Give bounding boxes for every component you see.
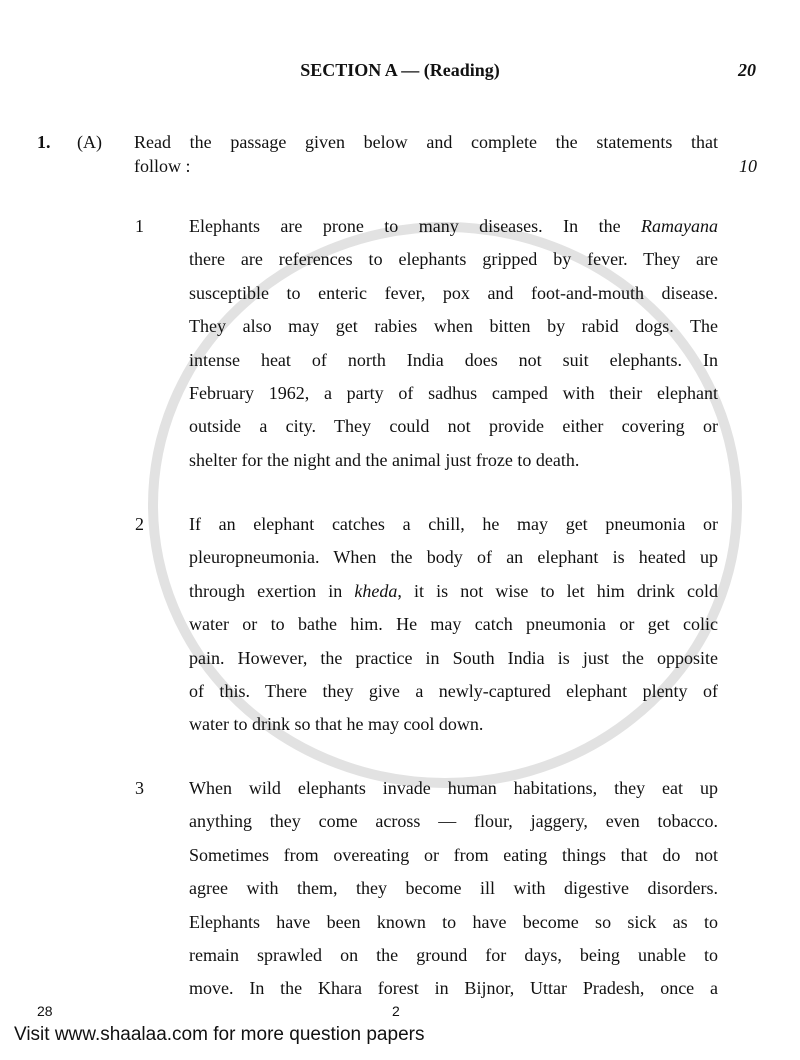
passage-line bbox=[189, 216, 718, 237]
paragraph-number: 3 bbox=[135, 778, 144, 798]
text-segment: , it is not wise to let him drink cold bbox=[397, 580, 718, 601]
text-segment: February 1962, a party of sadhus camped with their elephant bbox=[189, 383, 718, 403]
text-segment: When wild elephants invade human habitations, they eat up bbox=[189, 778, 718, 798]
text-segment: anything they come across — flour, jaggery, even tobacco. bbox=[189, 811, 718, 832]
text-segment: of this. There they give a newly-captured elephant plenty of bbox=[189, 681, 718, 701]
passage-line bbox=[189, 249, 718, 270]
passage-line bbox=[189, 681, 718, 702]
passage-line bbox=[189, 383, 718, 404]
question-marks: 10 bbox=[739, 156, 757, 176]
passage-line bbox=[189, 283, 718, 304]
text-segment: If an elephant catches a chill, he may get pneumonia or bbox=[189, 514, 718, 534]
page-code: 28 bbox=[37, 1003, 53, 1019]
section-title: SECTION A — (Reading) bbox=[300, 60, 500, 80]
text-segment: susceptible to enteric fever, pox and foot-and-mouth disease. bbox=[189, 282, 718, 303]
text-segment: pleuropneumonia. When the body of an elephant is heated up bbox=[189, 547, 718, 568]
question-number: 1. bbox=[37, 132, 51, 152]
passage-line bbox=[189, 450, 718, 471]
page-number: 2 bbox=[392, 1003, 400, 1019]
paragraph-number: 1 bbox=[135, 216, 144, 236]
passage-line bbox=[189, 878, 718, 899]
section-marks: 20 bbox=[738, 60, 756, 80]
passage-line bbox=[189, 514, 718, 535]
passage-line bbox=[189, 614, 718, 635]
text-segment: through exertion in bbox=[189, 580, 355, 601]
passage-line bbox=[189, 581, 718, 602]
text-segment: They also may get rabies when bitten by rabid dogs. The bbox=[189, 316, 718, 337]
passage-line bbox=[189, 416, 718, 437]
text-segment: outside a city. They could not provide either covering or bbox=[189, 416, 718, 437]
text-segment: water or to bathe him. He may catch pneumonia or get colic bbox=[189, 614, 718, 635]
passage-line bbox=[189, 811, 718, 832]
text-segment: there are references to elephants gripped by fever. They are bbox=[189, 249, 718, 270]
text-segment: move. In the Khara forest in Bijnor, Uttar Pradesh, once a bbox=[189, 978, 718, 999]
text-segment: water to drink so that he may cool down. bbox=[189, 714, 484, 735]
passage-line bbox=[189, 978, 718, 999]
paragraph-number: 2 bbox=[135, 514, 144, 534]
passage-line bbox=[189, 547, 718, 568]
italic-term: kheda bbox=[354, 580, 398, 601]
text-segment: remain sprawled on the ground for days, being unable to bbox=[189, 945, 718, 965]
instruction-line: Read the passage given below and complete the statements that bbox=[134, 132, 718, 152]
text-segment: shelter for the night and the animal just froze to death. bbox=[189, 449, 580, 470]
text-segment: Sometimes from overeating or from eating things that do not bbox=[189, 844, 718, 865]
passage-line bbox=[189, 845, 718, 866]
passage-line bbox=[189, 316, 718, 337]
passage-line bbox=[189, 945, 718, 966]
text-segment: agree with them, they become ill with digestive disorders. bbox=[189, 878, 718, 899]
question-part: (A) bbox=[77, 132, 102, 152]
passage-line bbox=[189, 778, 718, 799]
footer-promo-link[interactable]: Visit www.shaalaa.com for more question papers bbox=[14, 1024, 425, 1045]
text-segment: pain. However, the practice in South India is just the opposite bbox=[189, 647, 718, 668]
text-segment: Elephants have been known to have become so sick as to bbox=[189, 911, 718, 932]
passage-line bbox=[189, 350, 718, 371]
passage-line bbox=[189, 912, 718, 933]
text-segment: intense heat of north India does not suit elephants. In bbox=[189, 349, 718, 370]
passage-line bbox=[189, 714, 718, 735]
instruction-line: follow : bbox=[134, 156, 191, 176]
passage-line bbox=[189, 648, 718, 669]
italic-term: Ramayana bbox=[641, 216, 718, 236]
text-segment: Elephants are prone to many diseases. In the bbox=[189, 216, 642, 236]
